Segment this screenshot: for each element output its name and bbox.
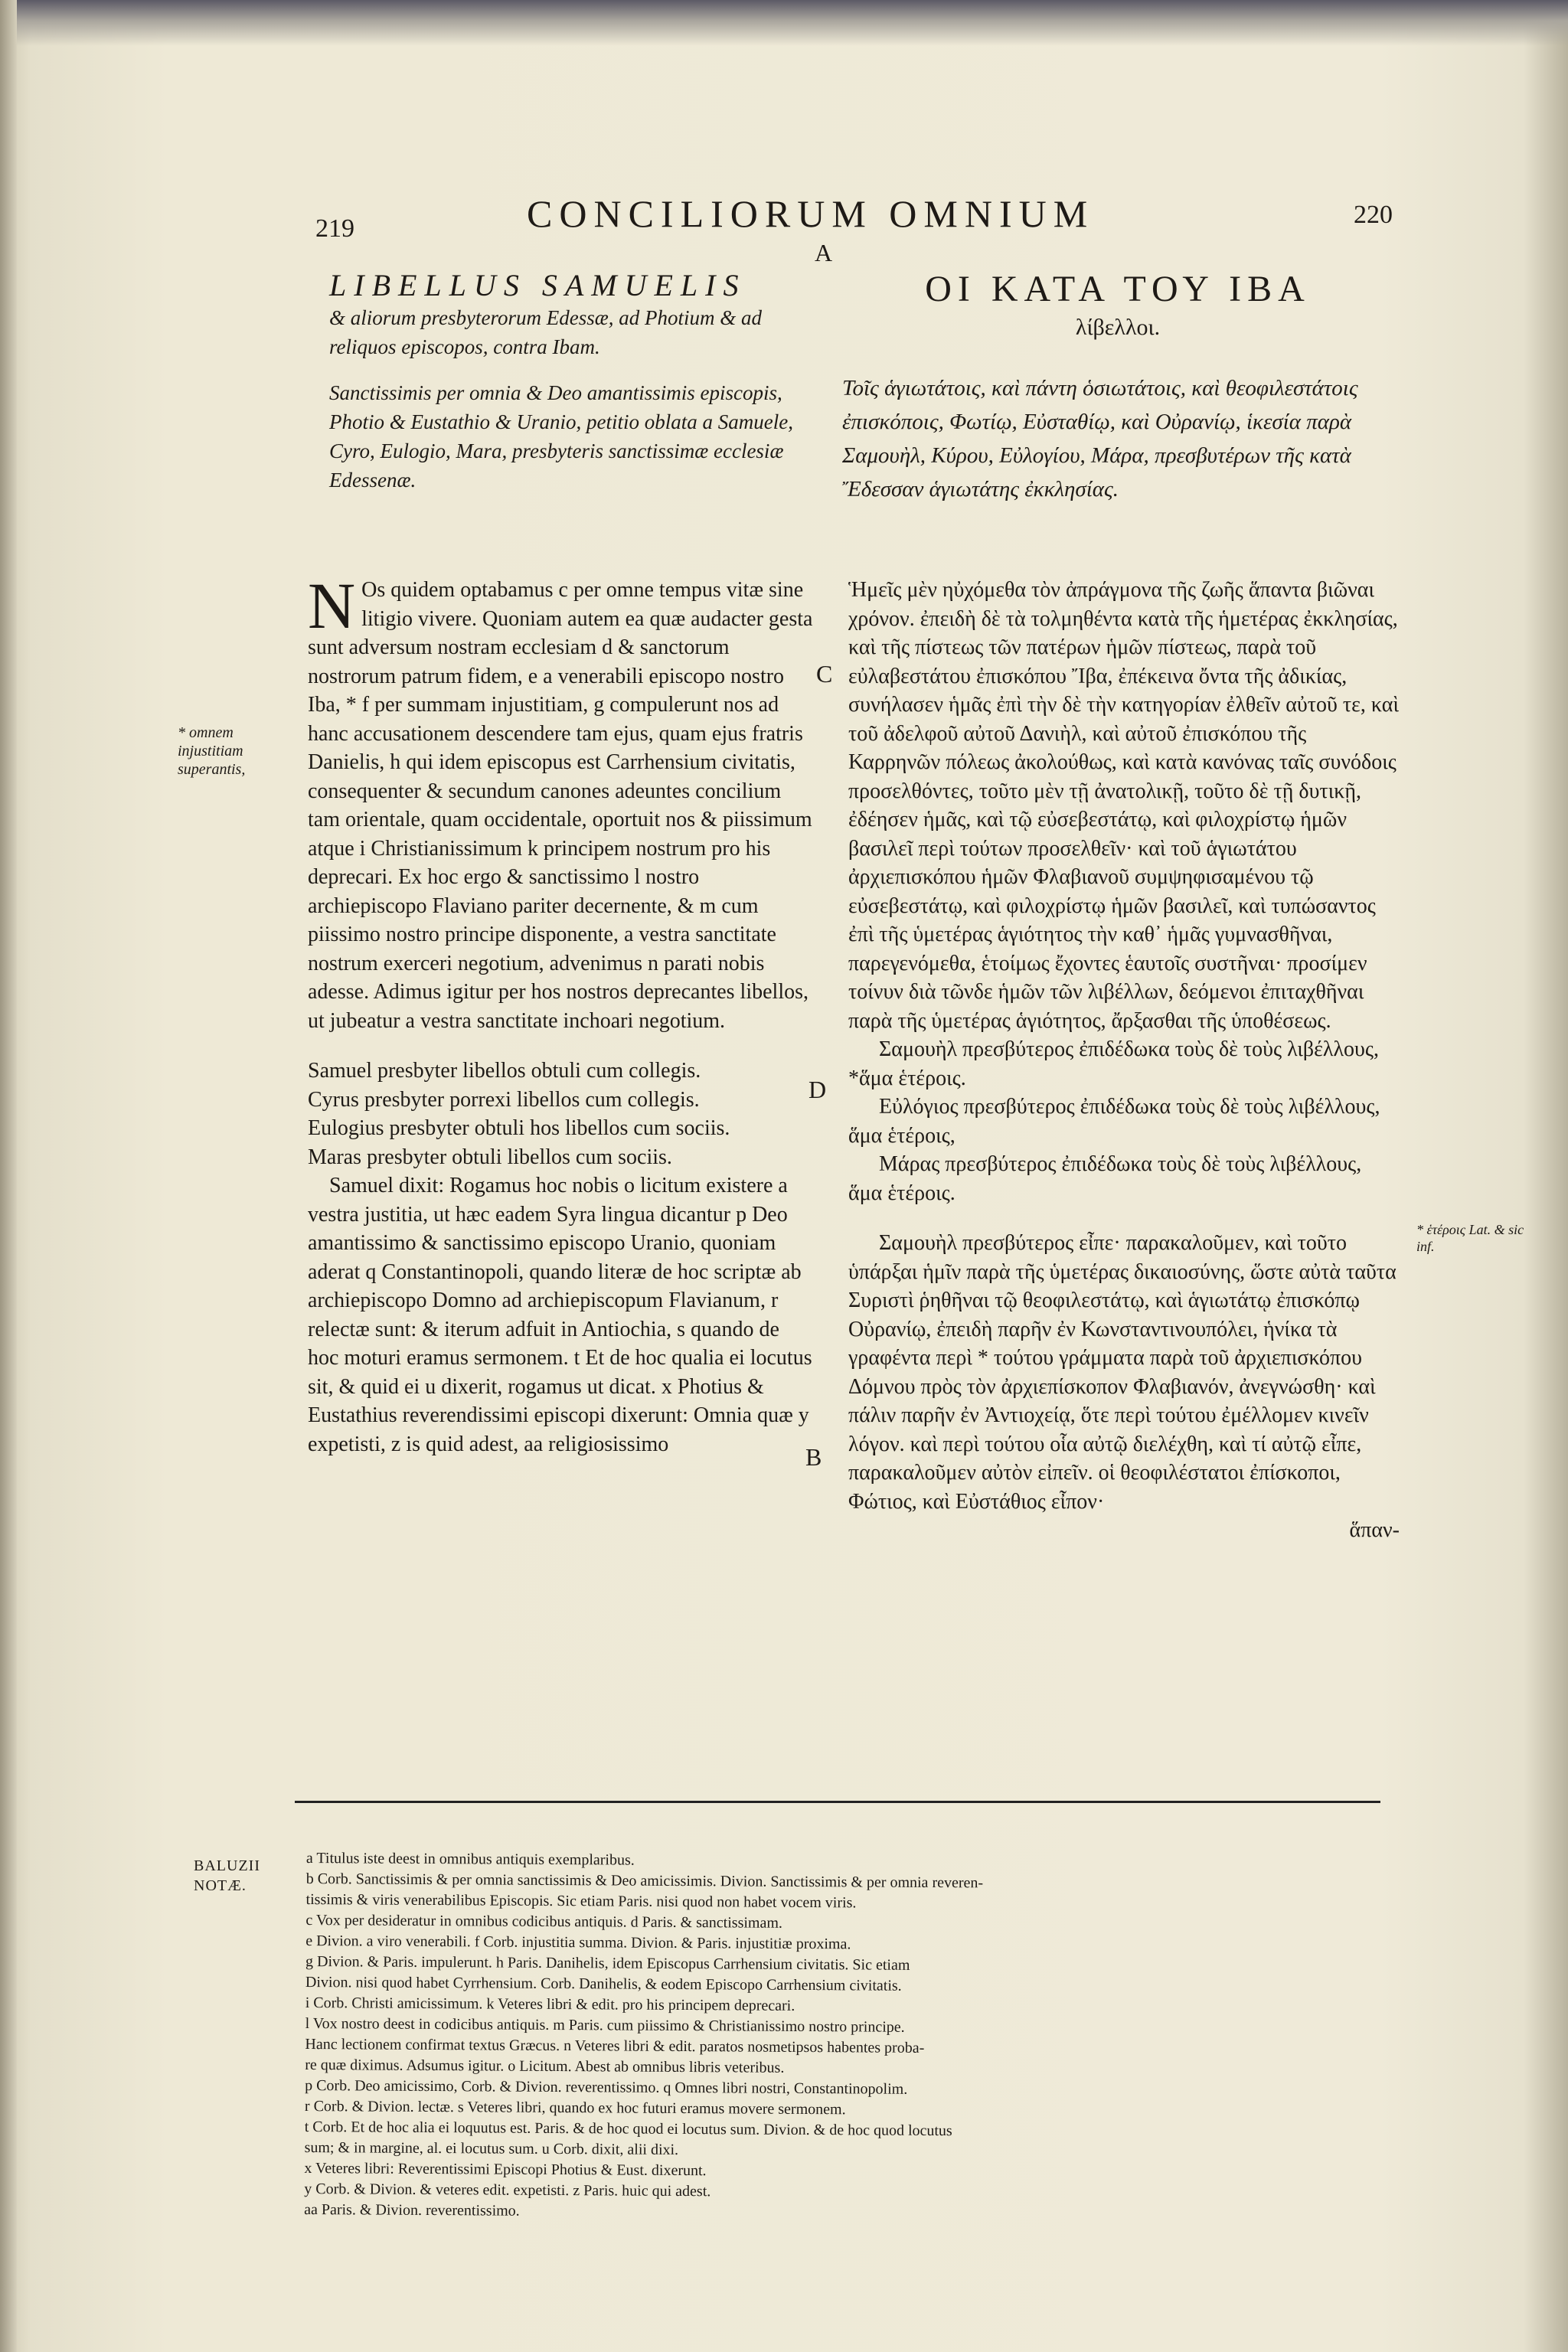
greek-line-1: Σαμουὴλ πρεσβύτερος ἐπιδέδωκα τοὺς δὲ τοὺς λιβέλλους, *ἅμα ἑτέροις.: [848, 1037, 1379, 1090]
latin-column: [308, 569, 813, 1459]
note-line: p Corb. Deo amicissimo, Corb. & Divion. reverentissimo. q Omnes libri nostri, Constantinopolim.: [305, 2076, 908, 2098]
left-margin-note: * omnem injustitiam superantis,: [178, 724, 246, 778]
note-line: c Vox per desideratur in omnibus codicibus antiquis. d Paris. & sanctissimam.: [305, 1911, 783, 1932]
greek-title: ΟΙ ΚΑΤΑ ΤΟΥ ΙΒΑ: [925, 269, 1311, 309]
margin-letter-b: B: [805, 1443, 822, 1471]
latin-title-rest: & aliorum presbyterorum Edessæ, ad Photium & ad reliquos episcopos, contra Ibam.: [329, 306, 762, 358]
section-letter: A: [815, 239, 833, 266]
note-line: aa Paris. & Divion. reverentissimo.: [304, 2200, 520, 2220]
margin-letter-d: D: [808, 1076, 827, 1103]
greek-column: [848, 576, 1400, 1545]
scan-top-shadow: [0, 0, 1568, 46]
latin-line-4: Maras presbyter obtuli libellos cum sociis.: [308, 1145, 672, 1169]
right-margin-note: * ἑτέροις Lat. & sic inf.: [1416, 1222, 1524, 1254]
note-line: y Corb. & Divion. & veteres edit. expetisti. z Paris. huic qui adest.: [304, 2180, 711, 2200]
greek-line-3: Μάρας πρεσβύτερος ἐπιδέδωκα τοὺς δὲ τοὺς λιβέλλους, ἅμα ἑτέροις.: [848, 1152, 1362, 1205]
page-number-right: 220: [1354, 201, 1393, 229]
note-line: tissimis & viris venerabilibus Episcopis. Sic etiam Paris. nisi quod non habet vocem viris.: [305, 1890, 857, 1912]
latin-heading: [329, 268, 812, 495]
note-line: g Divion. & Paris. impulerunt. h Paris. Danihelis, idem Episcopus Carrhensium civitatis. Sic etiam: [305, 1952, 910, 1974]
note-line: t Corb. Et de hoc alia ei loquutus est. Paris. & de hoc quod ei locutus sum. Divion. & de hoc quod locutus: [304, 2118, 952, 2140]
greek-subtitle: λίβελλοι.: [1075, 315, 1161, 340]
note-line: Divion. nisi quod habet Cyrrhensium. Corb. Danihelis, & eodem Episcopo Carrhensium civitatis.: [305, 1973, 902, 1994]
baluze-notes: [304, 1848, 1393, 2227]
note-line: x Veteres libri: Reverentissimi Episcopi Photius & Eust. dixerunt.: [304, 2159, 707, 2180]
latin-paragraph-1: Os quidem optabamus c per omne tempus vitæ sine litigio vivere. Quoniam autem ea quæ audacter gesta sunt adversum nostram ecclesiam d & sanctorum nostrorum patrum fidem, e a venerabili episcopo nostro Iba, * f per summam injustitiam, g compulerunt nos ad hanc accusationem descendere tam ejus, quam ejus fratris Danielis, h qui idem episcopus est Carrhensium civitatis, consequenter & secundum canones adeuntes concilium tam orientale, quam occidentale, oportuit nos & piissimum atque i Christianissimum k principem nostrum pro his deprecari. Ex hoc ergo & sanctissimo l nostro archiepiscopo Flaviano pariter decernente, & m cum piissimo nostro principe disponente, a vestra sanctitate nostrum exerceri negotium, advenimus n parati nobis adesse. Adimus igitur per hos nostros deprecantes libellos, ut jubeatur a vestra sanctitate inchoari negotium.: [308, 578, 813, 1033]
latin-title: LIBELLUS SAMUELIS: [329, 268, 746, 302]
greek-line-2: Εὐλόγιος πρεσβύτερος ἐπιδέδωκα τοὺς δὲ τοὺς λιβέλλους, ἅμα ἑτέροις,: [848, 1095, 1380, 1148]
margin-letter-c: C: [816, 660, 833, 688]
note-line: a Titulus iste deest in omnibus antiquis exemplaribus.: [305, 1850, 635, 1869]
greek-paragraph-1: Ἡμεῖς μὲν ηὐχόμεθα τὸν ἀπράγμονα τῆς ζωῆς ἅπαντα βιῶναι χρόνον. ἐπειδὴ δὲ τὰ τολμηθέντα κατὰ τῆς ἡμετέρας ἐκκλησίας, καὶ τῆς πίστεως τῶν πατέρων ἡμῶν πίστεως, παρὰ τοῦ εὐλαβεστάτου ἐπισκόπου Ἴβα, ἐπέκεινα ὄντα τῆς ἀδικίας, συνήλασεν ἡμᾶς ἐπὶ τὴν δὲ τὴν κατηγορίαν ἐλθεῖν αὐτοῦ τε, καὶ τοῦ ἀδελφοῦ αὐτοῦ Δανιὴλ, καὶ αὐτοῦ ἐπισκόπου τῆς Καρρηνῶν πόλεως ἀκολούθως, καὶ κατὰ κανόνας ταῖς συνόδοις προσελθόντες, τοῦτο μὲν τῇ ἀνατολικῇ, τοῦτο δὲ τῇ δυτικῇ, ἐδέησεν ἡμᾶς, καὶ τῷ εὐσεβεστάτῳ, καὶ φιλοχρίστῳ ἡμῶν βασιλεῖ περὶ τούτων προσελθεῖν· καὶ τοῦ ἁγιωτάτου ἀρχιεπισκόπου ἡμῶν Φλαβιανοῦ συμψηφισαμένου τῷ εὐσεβεστάτῳ, καὶ φιλοχρίστῳ ἡμῶν βασιλεῖ, καὶ τυπώσαντος ἐπὶ τῆς ὑμετέρας ἁγιότητος τὴν καθ᾽ ἡμᾶς γυμνασθῆναι, παρεγενόμεθα, ἑτοίμως ἔχοντες ἑαυτοῖς συστῆναι· προσίμεν τοίνυν διὰ τῶνδε ἡμῶν τῶν λιβέλλων, δεόμενοι ἐπιταχθῆναι παρὰ τῆς ὑμετέρας ἁγιότητος, ἄρξασθαι τῆς ὑποθέσεως.: [848, 578, 1399, 1033]
catchword: ἅπαν-: [1349, 1518, 1400, 1542]
latin-subtitle: Sanctissimis per omnia & Deo amantissimis episcopis, Photio & Eustathio & Uranio, petitio oblata a Samuele, Cyro, Eulogio, Mara, presbyteris sanctissimæ ecclesiæ Edessenæ.: [329, 381, 793, 492]
latin-line-1: Samuel presbyter libellos obtuli cum collegis.: [308, 1059, 701, 1083]
page-number-left: 219: [315, 214, 354, 243]
greek-address: Τοῖς ἁγιωτάτοις, καὶ πάντη ὁσιωτάτοις, καὶ θεοφιλεστάτοις ἐπισκόποις, Φωτίῳ, Εὐσταθίῳ, καὶ Οὐρανίῳ, ἱκεσία παρὰ Σαμουὴλ, Κύρου, Εὐλογίου, Μάρα, πρεσβυτέρων τῆς κατὰ Ἔδεσσαν ἁγιωτάτης ἐκκλησίας.: [842, 376, 1358, 501]
note-line: e Divion. a viro venerabili. f Corb. injustitia summa. Divion. & Paris. injustitiæ proxima.: [305, 1932, 851, 1953]
note-line: sum; & in margine, al. ei locutus sum. u Corb. dixit, alii dixi.: [304, 2138, 679, 2158]
footnote-rule: [295, 1801, 1380, 1803]
page-edge: [0, 0, 17, 2352]
note-line: i Corb. Christi amicissimum. k Veteres libri & edit. pro his principem deprecari.: [305, 1994, 795, 2014]
note-line: Hanc lectionem confirmat textus Græcus. n Veteres libri & edit. paratos nosmetipsos habentes proba-: [305, 2035, 925, 2056]
running-head: CONCILIORUM OMNIUM: [527, 192, 1095, 235]
drop-cap: N: [308, 569, 356, 642]
notes-heading: BALUZII NOTÆ.: [194, 1857, 260, 1894]
latin-line-3: Eulogius presbyter obtuli hos libellos cum sociis.: [308, 1116, 730, 1140]
greek-heading: [842, 268, 1393, 506]
latin-line-2: Cyrus presbyter porrexi libellos cum collegis.: [308, 1087, 700, 1112]
note-line: r Corb. & Divion. lectæ. s Veteres libri, quando ex hoc futuri eramus movere sermonem.: [304, 2097, 846, 2118]
latin-paragraph-2: Samuel dixit: Rogamus hoc nobis o licitum existere a vestra justitia, ut hæc eadem Syra lingua dicantur p Deo amantissimo & sanctissimo episcopo Uranio, quoniam aderat q Constantinopoli, quando literæ de hoc scriptæ ab archiepiscopo Domno ad archiepiscopum Flavianum, r relectæ sunt: & iterum adfuit in Antiochia, s quando de hoc moturi eramus sermonem. t Et de hoc qualia ei locutus sit, & quid ei u dixerit, rogamus ut dicat. x Photius & Eustathius reverendissimi episcopi dixerunt: Omnia quæ y expetisti, z is quid adest, aa religiosissimo: [308, 1174, 812, 1456]
note-line: l Vox nostro deest in codicibus antiquis. m Paris. cum piissimo & Christianissimo nostro principe.: [305, 2014, 905, 2036]
note-line: re quæ diximus. Adsumus igitur. o Licitum. Abest ab omnibus libris veteribus.: [305, 2056, 785, 2076]
greek-paragraph-2: Σαμουὴλ πρεσβύτερος εἶπε· παρακαλοῦμεν, καὶ τοῦτο ὑπάρξαι ἡμῖν παρὰ τῆς ὑμετέρας δικαιοσύνης, ὥστε αὐτὰ ταῦτα Συριστὶ ῥηθῆναι τῷ θεοφιλεστάτῳ, καὶ ἁγιωτάτῳ ἐπισκόπῳ Οὐρανίῳ, ἐπειδὴ παρῆν ἐν Κωνσταντινουπόλει, ἡνίκα τὰ γραφέντα περὶ * τούτου γράμματα παρὰ τοῦ ἀρχιεπισκόπου Δόμνου πρὸς τὸν ἀρχιεπίσκοπον Φλαβιανόν, ἀνεγνώσθη· καὶ πάλιν παρῆν ἐν Ἀντιοχείᾳ, ὅτε περὶ τούτου ἐμέλλομεν κινεῖν λόγον. καὶ περὶ τούτου οἷα αὐτῷ διελέχθη, καὶ τί αὐτῷ εἶπε, παρακαλοῦμεν αὐτὸν εἰπεῖν. οἱ θεοφιλέστατοι ἐπίσκοποι, Φώτιος, καὶ Εὐστάθιος εἶπον·: [848, 1231, 1396, 1514]
note-line: b Corb. Sanctissimis & per omnia sanctissimis & Deo amicissimis. Divion. Sanctissimis & per omnia reveren-: [305, 1870, 984, 1892]
